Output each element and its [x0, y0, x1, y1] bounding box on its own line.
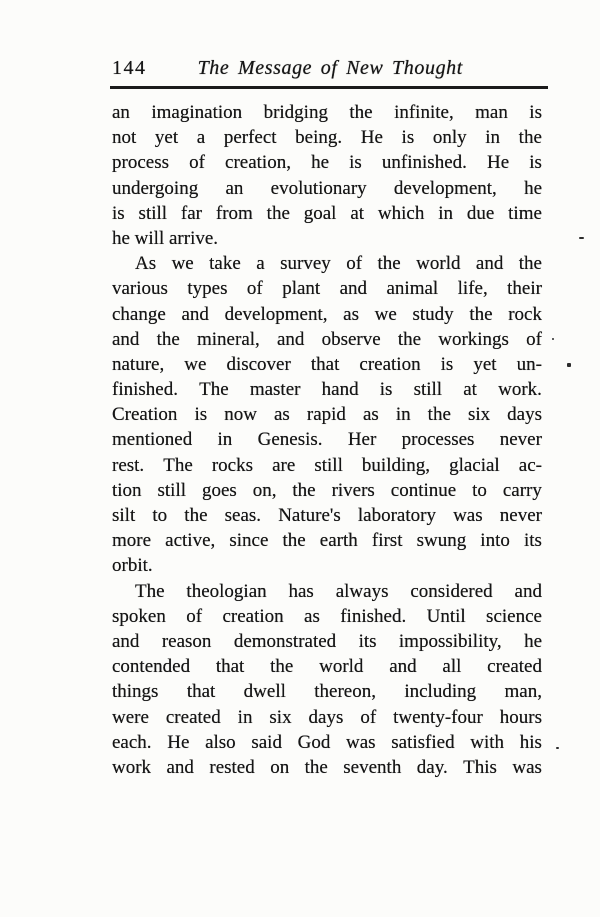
text-line: work and rested on the seventh day. This was	[112, 756, 542, 778]
page-header	[112, 57, 544, 80]
page-number: 144	[112, 57, 147, 79]
text-line: Creation is now as rapid as in the six days	[112, 404, 542, 426]
text-line: were created in six days of twenty-four hours	[112, 706, 542, 728]
body-text	[112, 100, 542, 780]
text-line: rest. The rocks are still building, glacial ac-	[112, 454, 542, 476]
text-line: each. He also said God was satisfied with his	[112, 731, 542, 753]
text-line: silt to the seas. Nature's laboratory was never	[112, 505, 542, 526]
text-line: undergoing an evolutionary development, he	[112, 177, 542, 199]
text-line: and reason demonstrated its impossibility, he	[112, 630, 542, 652]
text-line: mentioned in Genesis. Her processes never	[112, 429, 542, 451]
text-line: contended that the world and all created	[112, 656, 542, 678]
text-line: an imagination bridging the infinite, man is	[112, 102, 542, 123]
text-line: various types of plant and animal life, their	[112, 278, 542, 300]
text-line: not yet a perfect being. He is only in the	[112, 127, 542, 149]
text-line: things that dwell thereon, including man,	[112, 681, 542, 703]
text-line: and the mineral, and observe the workings of	[112, 328, 542, 350]
text-line: nature, we discover that creation is yet un-	[112, 353, 542, 375]
running-title: The Message of New Thought	[197, 57, 463, 79]
text-line: spoken of creation as finished. Until science	[112, 605, 542, 627]
text-line: tion still goes on, the rivers continue to carry	[112, 479, 542, 501]
scan-speck	[579, 237, 584, 239]
text-line: process of creation, he is unfinished. He is	[112, 152, 542, 174]
text-line: finished. The master hand is still at work.	[112, 379, 542, 401]
text-line: more active, since the earth first swung into its	[112, 530, 542, 552]
scan-speck	[567, 363, 571, 367]
scan-speck	[556, 747, 559, 749]
text-line: change and development, as we study the rock	[112, 303, 542, 325]
text-line: As we take a survey of the world and the	[135, 253, 542, 275]
text-line: he will arrive.	[112, 227, 219, 249]
text-line: orbit.	[112, 555, 153, 577]
scan-speck	[552, 338, 554, 340]
text-line: The theologian has always considered and	[135, 580, 542, 602]
text-line: is still far from the goal at which in due time	[112, 202, 542, 224]
header-rule	[110, 86, 548, 89]
